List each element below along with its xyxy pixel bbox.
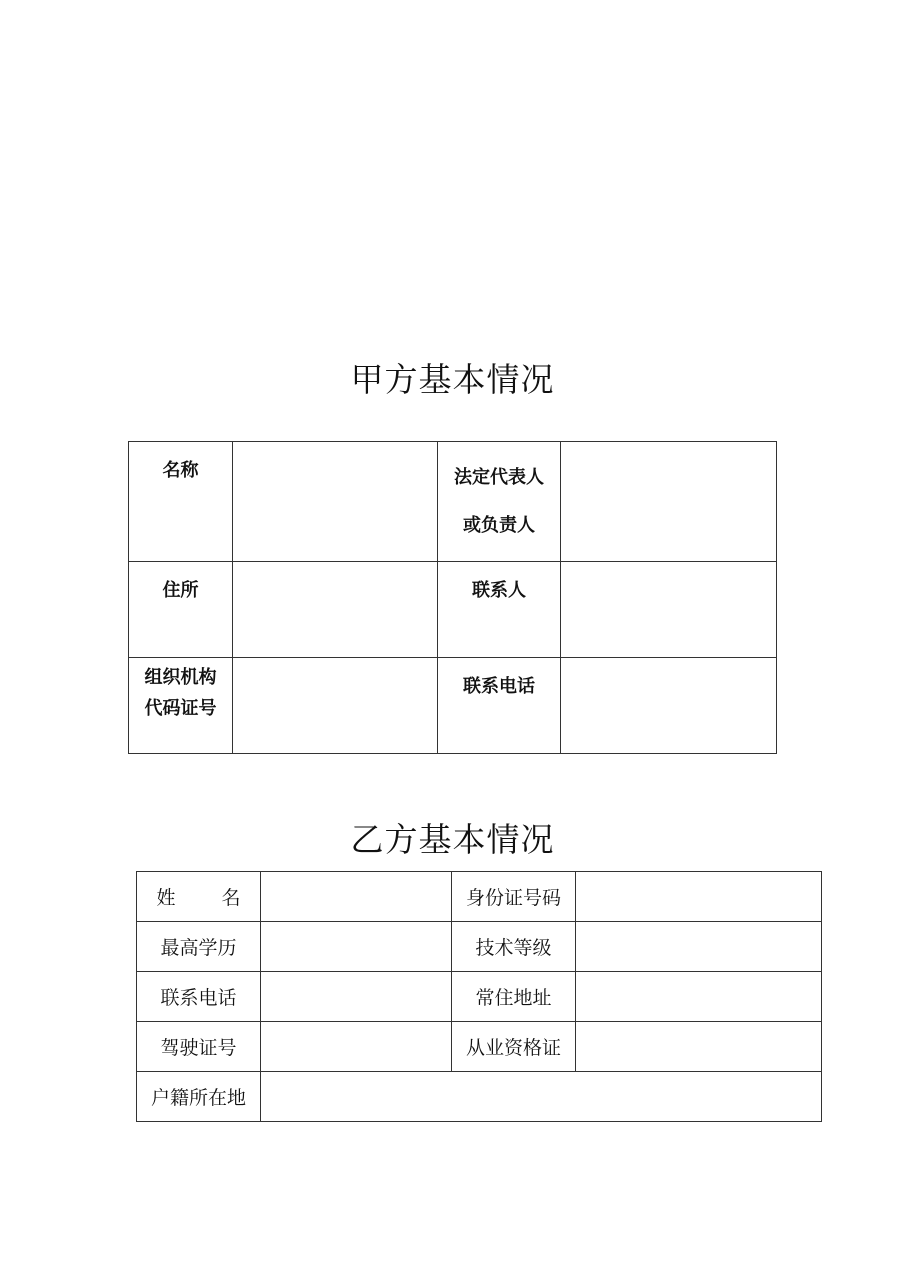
- phone-label: 联系电话: [463, 676, 535, 697]
- contact-field[interactable]: [561, 562, 777, 658]
- license-label-cell: [137, 1022, 261, 1072]
- contact-label-cell: [438, 562, 561, 658]
- rep-label-cell: [438, 442, 561, 562]
- hukou-label-cell: [137, 1072, 261, 1122]
- hukou-field[interactable]: [261, 1072, 822, 1122]
- b-name-char1: 姓: [156, 887, 176, 909]
- b-name-label-cell: [137, 872, 261, 922]
- b-name-char2: 名: [221, 887, 241, 909]
- org-code-line1: 组织机构: [144, 667, 217, 688]
- rep-label-line1: 法定代表人: [454, 467, 544, 488]
- hukou-label: 户籍所在地: [150, 1087, 246, 1109]
- contact-label: 联系人: [472, 580, 526, 601]
- skill-label: 技术等级: [475, 937, 552, 959]
- qualification-field[interactable]: [576, 1022, 822, 1072]
- education-label: 最高学历: [160, 937, 237, 959]
- skill-field[interactable]: [576, 922, 822, 972]
- b-address-label: 常住地址: [475, 987, 552, 1009]
- qualification-label-cell: [452, 1022, 576, 1072]
- b-name-field[interactable]: [261, 872, 452, 922]
- b-phone-label: 联系电话: [160, 987, 237, 1009]
- address-label: 住所: [162, 580, 199, 601]
- party-a-table: [128, 441, 777, 754]
- b-address-label-cell: [452, 972, 576, 1022]
- rep-field[interactable]: [561, 442, 777, 562]
- b-phone-field[interactable]: [261, 972, 452, 1022]
- education-label-cell: [137, 922, 261, 972]
- party-b-title: 乙方基本情况: [350, 820, 555, 859]
- org-code-label-cell: [129, 658, 233, 754]
- id-label: 身份证号码: [465, 887, 561, 909]
- b-phone-label-cell: [137, 972, 261, 1022]
- id-field[interactable]: [576, 872, 822, 922]
- address-label-cell: [129, 562, 233, 658]
- party-a-title: 甲方基本情况: [350, 360, 555, 399]
- org-code-field[interactable]: [233, 658, 438, 754]
- b-address-field[interactable]: [576, 972, 822, 1022]
- party-b-table: [136, 871, 822, 1122]
- phone-label-cell: [438, 658, 561, 754]
- name-label: 名称: [162, 460, 199, 481]
- name-field[interactable]: [233, 442, 438, 562]
- phone-field[interactable]: [561, 658, 777, 754]
- org-code-line2: 代码证号: [144, 698, 217, 719]
- address-field[interactable]: [233, 562, 438, 658]
- license-label: 驾驶证号: [160, 1037, 237, 1059]
- qualification-label: 从业资格证: [465, 1037, 561, 1059]
- name-label-cell: [129, 442, 233, 562]
- rep-label-line2: 或负责人: [463, 515, 535, 536]
- education-field[interactable]: [261, 922, 452, 972]
- skill-label-cell: [452, 922, 576, 972]
- id-label-cell: [452, 872, 576, 922]
- license-field[interactable]: [261, 1022, 452, 1072]
